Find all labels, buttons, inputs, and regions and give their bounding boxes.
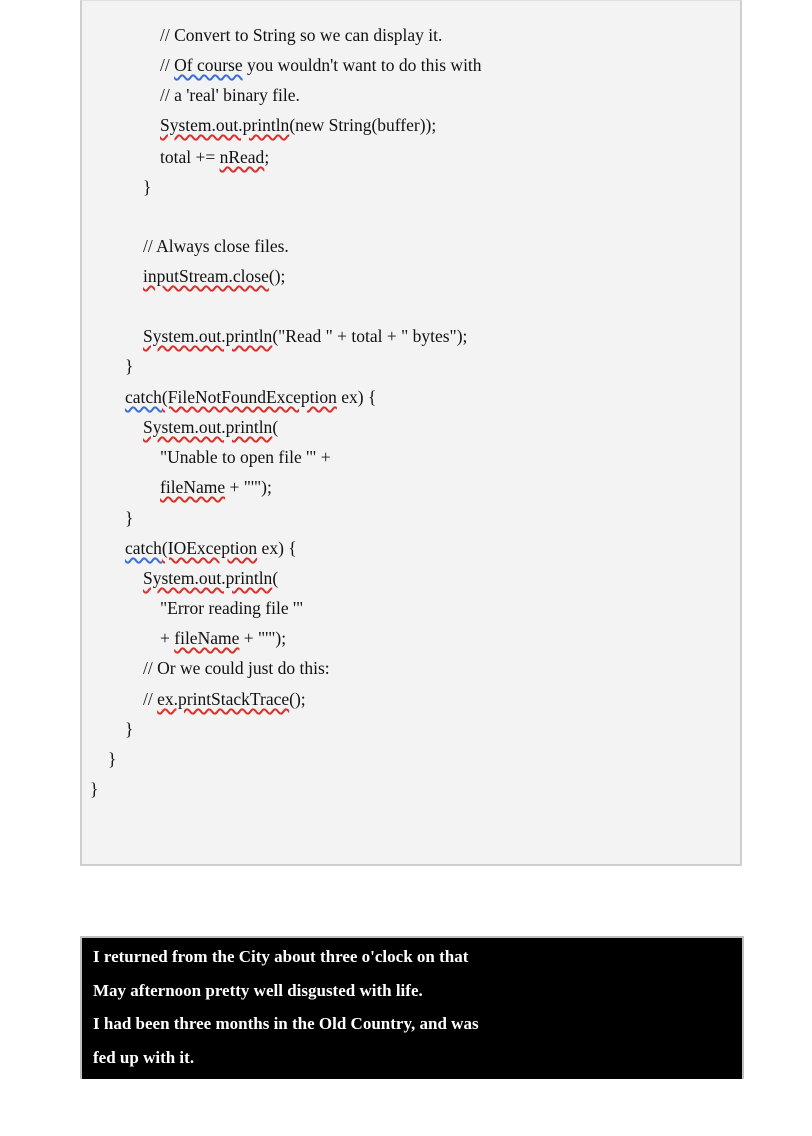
code-text: (new String(buffer)); <box>289 115 437 135</box>
code-line <box>143 326 467 346</box>
code-text: } <box>125 356 134 376</box>
spellcheck-flagged-word: System.out.println <box>143 568 273 588</box>
code-text: // Convert to String so we can display it. <box>160 25 443 45</box>
spellcheck-flagged-word: fileName <box>160 477 226 497</box>
code-line <box>143 417 278 437</box>
code-line <box>160 628 286 648</box>
story-line: fed up with it. <box>93 1048 195 1067</box>
code-line <box>125 508 133 528</box>
code-text: } <box>125 508 134 528</box>
code-text: } <box>108 749 117 769</box>
code-line <box>125 719 133 739</box>
code-text: } <box>125 719 134 739</box>
spellcheck-flagged-word: inputStream.close <box>143 266 269 286</box>
code-text: + "'"); <box>225 477 272 497</box>
code-text: ex) { <box>336 387 377 407</box>
code-text: // <box>143 689 158 709</box>
code-text: ("Read " + total + " bytes"); <box>272 326 468 346</box>
code-line <box>90 779 98 799</box>
code-line <box>143 689 306 709</box>
spellcheck-flagged-word: System.out.println <box>160 115 290 135</box>
code-line <box>125 387 376 407</box>
code-text: // Always close files. <box>143 236 289 256</box>
code-text: } <box>90 779 99 799</box>
story-line: I had been three months in the Old Country, and was <box>93 1014 479 1033</box>
code-text: } <box>143 177 152 197</box>
code-text: total += <box>160 147 220 167</box>
code-line <box>143 266 285 286</box>
code-line <box>160 447 331 467</box>
code-line <box>160 115 436 135</box>
code-line <box>160 85 300 105</box>
code-text: "Unable to open file '" + <box>160 447 331 467</box>
code-line <box>160 598 303 618</box>
code-line <box>143 177 151 197</box>
spellcheck-flagged-word: nRead <box>219 147 265 167</box>
spellcheck-flagged-word: catch <box>125 387 162 407</box>
spellcheck-flagged-word: Of course <box>174 55 243 75</box>
code-text: ( <box>272 417 279 437</box>
code-text: ( <box>272 568 279 588</box>
code-line <box>143 236 289 256</box>
code-line <box>125 356 133 376</box>
code-text: (); <box>268 266 286 286</box>
code-text: + "'"); <box>239 628 287 648</box>
code-text: ; <box>264 147 270 167</box>
spellcheck-flagged-word: fileName <box>174 628 240 648</box>
code-text: + <box>160 628 175 648</box>
code-text: you wouldn't want to do this with <box>242 55 482 75</box>
code-line <box>108 749 116 769</box>
code-line <box>143 568 278 588</box>
code-line <box>160 147 269 167</box>
code-text: // a 'real' binary file. <box>160 85 300 105</box>
code-line <box>160 55 482 75</box>
spellcheck-flagged-word: ex.printStackTrace <box>157 689 290 709</box>
code-line <box>160 477 272 497</box>
story-excerpt-box <box>80 936 744 1079</box>
code-line <box>160 25 442 45</box>
spellcheck-flagged-word: catch <box>125 538 162 558</box>
story-line: May afternoon pretty well disgusted with life. <box>93 981 423 1000</box>
code-text: "Error reading file '" <box>160 598 304 618</box>
code-text: // Or we could just do this: <box>143 658 330 678</box>
spellcheck-flagged-word: (IOException <box>161 538 258 558</box>
code-text: (); <box>289 689 306 709</box>
code-text: ex) { <box>257 538 297 558</box>
spellcheck-flagged-word: System.out.println <box>143 326 273 346</box>
spellcheck-flagged-word: (FileNotFoundException <box>161 387 337 407</box>
story-line: I returned from the City about three o'clock on that <box>93 947 469 966</box>
code-text: // <box>160 55 175 75</box>
spellcheck-flagged-word: System.out.println <box>143 417 273 437</box>
code-line <box>143 658 330 678</box>
code-line <box>125 538 297 558</box>
